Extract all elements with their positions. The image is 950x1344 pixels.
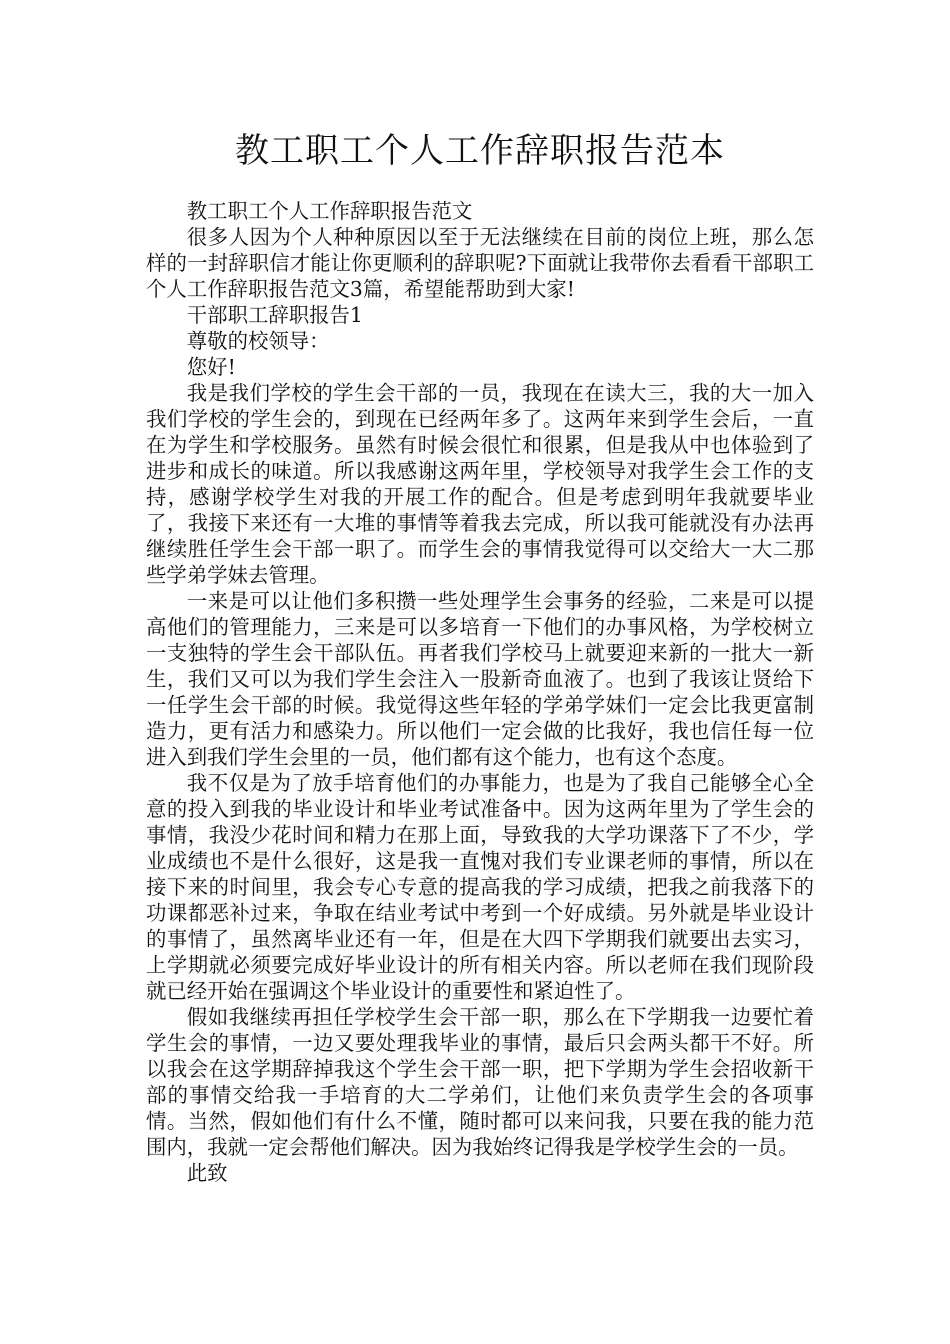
closing-phrase: 此致 (186, 1161, 228, 1185)
document-title: 教工职工个人工作辞职报告范本 (235, 131, 725, 171)
subtitle-paragraph: 教工职工个人工作辞职报告范文 (186, 199, 473, 223)
body-paragraph: 一来是可以让他们多积攒一些处理学生会事务的经验，二来是可以提高他们的管理能力，三来是可以多培育一下他们的办事风格，为学校树立一支独特的学生会干部队伍。再者我们学校马上就要迎来新的一批大一新生，我们又可以为我们学生会注入一股新奇血液了。也到了我该让贤给下一任学生会干部的时候。我觉得这些年轻的学弟学妹们一定会比我更富制造力，更有活力和感染力。所以他们一定会做的比我好，我也信任每一位进入到我们学生会里的一员，他们都有这个能力，也有这个态度。 (146, 589, 814, 769)
greeting: 您好! (186, 355, 236, 379)
document-page (146, 126, 814, 1186)
body-paragraph: 我是我们学校的学生会干部的一员，我现在在读大三，我的大一加入我们学校的学生会的，到现在已经两年多了。这两年来到学生会后，一直在为学生和学校服务。虽然有时候会很忙和很累，但是我从中也体验到了进步和成长的味道。所以我感谢这两年里，学校领导对我学生会工作的支持，感谢学校学生对我的开展工作的配合。但是考虑到明年我就要毕业了，我接下来还有一大堆的事情等着我去完成，所以我可能就没有办法再继续胜任学生会干部一职了。而学生会的事情我觉得可以交给大一大二那些学弟学妹去管理。 (146, 381, 814, 587)
salutation: 尊敬的校领导： (186, 329, 330, 353)
intro-paragraph: 很多人因为个人种种原因以至于无法继续在目前的岗位上班，那么怎样的一封辞职信才能让你更顺利的辞职呢?下面就让我带你去看看干部职工个人工作辞职报告范文3篇，希望能帮助到大家! (146, 225, 814, 301)
section-heading: 干部职工辞职报告1 (186, 303, 363, 327)
body-paragraph: 我不仅是为了放手培育他们的办事能力，也是为了我自己能够全心全意的投入到我的毕业设计和毕业考试准备中。因为这两年里为了学生会的事情，我没少花时间和精力在那上面，导致我的大学功课落下了不少，学业成绩也不是什么很好，这是我一直愧对我们专业课老师的事情，所以在接下来的时间里，我会专心专意的提高我的学习成绩，把我之前我落下的功课都恶补过来，争取在结业考试中考到一个好成绩。另外就是毕业设计的事情了，虽然离毕业还有一年，但是在大四下学期我们就要出去实习，上学期就必须要完成好毕业设计的所有相关内容。所以老师在我们现阶段就已经开始在强调这个毕业设计的重要性和紧迫性了。 (146, 771, 814, 1003)
body-paragraph: 假如我继续再担任学校学生会干部一职，那么在下学期我一边要忙着学生会的事情，一边又要处理我毕业的事情，最后只会两头都干不好。所以我会在这学期辞掉我这个学生会干部一职，把下学期为学生会招收新干部的事情交给我一手培育的大二学弟们，让他们来负责学生会的各项事情。当然，假如他们有什么不懂，随时都可以来问我，只要在我的能力范围内，我就一定会帮他们解决。因为我始终记得我是学校学生会的一员。 (146, 1005, 814, 1159)
document-body (146, 198, 814, 1186)
